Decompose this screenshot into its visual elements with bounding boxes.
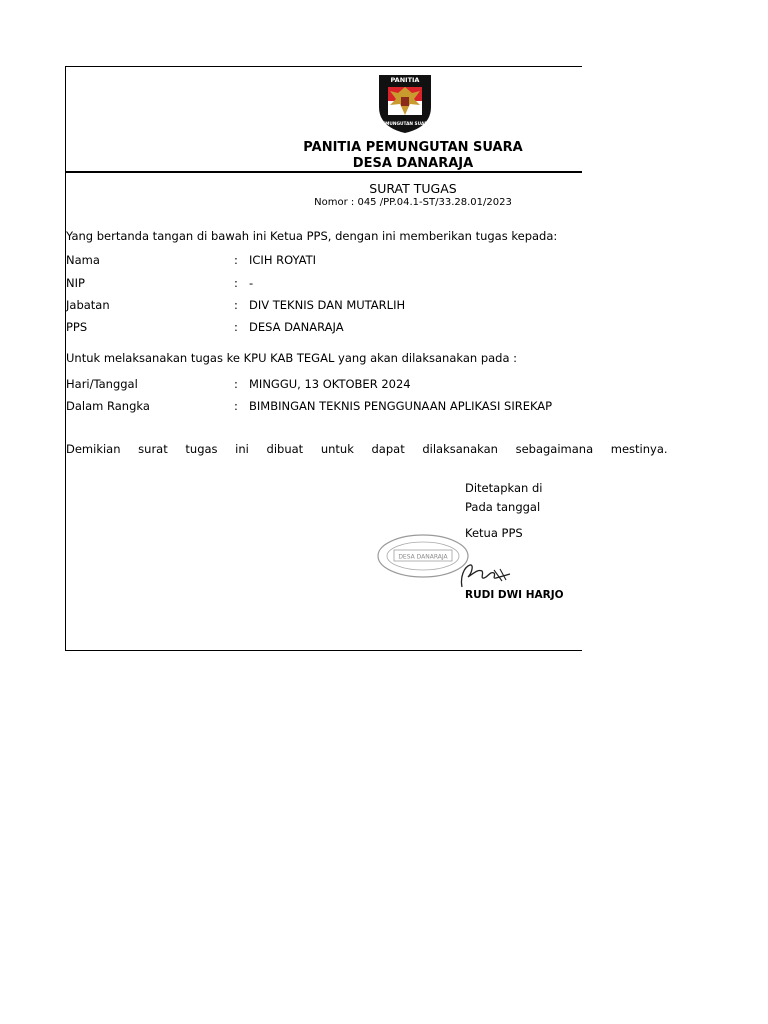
schedule-value-purpose: BIMBINGAN TEKNIS PENGGUNAAN APLIKASI SIREKAP — [249, 399, 553, 413]
field-label-nama: Nama — [66, 253, 100, 267]
kpu-logo-icon — [376, 71, 434, 135]
schedule-colon: : — [234, 399, 238, 413]
closing-text: Demikian surat tugas ini dibuat untuk dapat dilaksanakan sebagaimana mestinya. — [66, 442, 668, 456]
signature-date: Pada tanggal — [465, 500, 541, 514]
schedule-label-date: Hari/Tanggal — [66, 377, 138, 391]
purpose-text: Untuk melaksanakan tugas ke KPU KAB TEGAL yang akan dilaksanakan pada : — [66, 351, 518, 365]
letter-number: Nomor : 045 /PP.04.1-ST/33.28.01/2023 — [314, 197, 512, 208]
field-value-jabatan: DIV TEKNIS DAN MUTARLIH — [249, 298, 406, 312]
schedule-colon: : — [234, 377, 238, 391]
field-label-nip: NIP — [66, 276, 85, 290]
org-name: PANITIA PEMUNGUTAN SUARA — [303, 140, 523, 155]
svg-text:DESA DANARAJA: DESA DANARAJA — [398, 553, 448, 561]
schedule-label-purpose: Dalam Rangka — [66, 399, 150, 413]
letter-title: SURAT TUGAS — [369, 181, 457, 196]
field-label-pps: PPS — [66, 320, 88, 334]
field-value-nama: ICIH ROYATI — [249, 253, 317, 267]
field-value-nip: - — [249, 276, 254, 290]
field-colon: : — [234, 276, 238, 290]
svg-text:PANITIA: PANITIA — [390, 76, 420, 84]
field-colon: : — [234, 298, 238, 312]
signature-position: Ketua PPS — [465, 526, 523, 540]
field-colon: : — [234, 320, 238, 334]
signature-icon — [456, 559, 516, 591]
signature-place: Ditetapkan di — [465, 481, 543, 495]
header-rule — [66, 171, 582, 173]
schedule-value-date: MINGGU, 13 OKTOBER 2024 — [249, 377, 411, 391]
org-village: DESA DANARAJA — [352, 156, 474, 171]
field-value-pps: DESA DANARAJA — [249, 320, 344, 334]
field-label-jabatan: Jabatan — [66, 298, 110, 312]
signatory-name: RUDI DWI HARJO — [465, 589, 564, 601]
letter-sheet — [65, 66, 668, 651]
intro-text: Yang bertanda tangan di bawah ini Ketua PPS, dengan ini memberikan tugas kepada: — [66, 229, 558, 243]
field-colon: : — [234, 253, 238, 267]
svg-text:PEMUNGUTAN SUARA: PEMUNGUTAN SUARA — [379, 122, 431, 127]
